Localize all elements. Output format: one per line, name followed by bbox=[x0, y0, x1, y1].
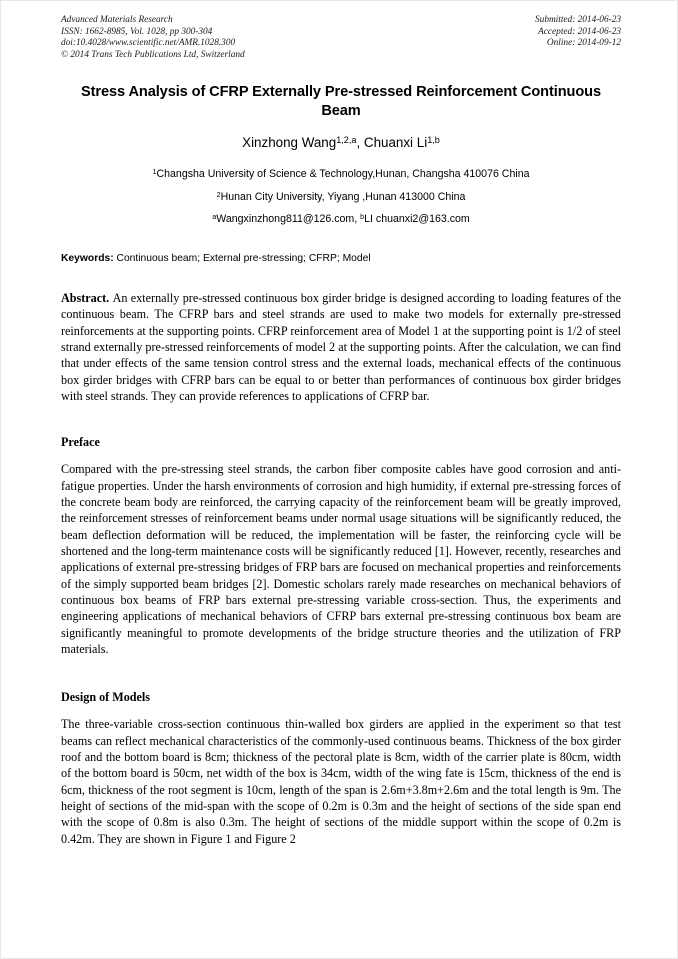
affiliation-2-text: Hunan City University, Yiyang ,Hunan 413000 China bbox=[220, 190, 466, 203]
section-heading-preface: Preface bbox=[61, 435, 100, 450]
section-body-preface: Compared with the pre-stressing steel strands, the carbon fiber composite cables have good corrosion and anti-fatigue properties. Under the harsh environments of corrosion and high humidity, if external pre-stressing forces of the concrete beam body are reinforced, the carrying capacity of the reinforcement beam will be greatly improved, the reinforcement stresses of reinforcement beams under normal usage situations will be significantly reduced, the beam deflection deformation will be reduced, the implementation will be faster, the reinforcing cycle will be shortened and the long-term maintenance costs will be significantly reduced [1]. However, recently, researches and applications of external pre-stressing bridges of FRP bars are focused on mechanical properties and reinforcements of the simply supported beam bridges [2]. Domestic scholars rarely made researches on mechanical behaviors of continuous box beams of FRP bars external pre-stressing variable cross-section. Thus, the experiments and engineering applications of mechanical behaviors of CFRP bars external pre-stressing continuous box beam are significantly meaningful to promote developments of the bridge structure theories and the utilization of FRP materials. bbox=[61, 462, 621, 657]
abstract-paragraph bbox=[61, 290, 621, 404]
accepted-date: Accepted: 2014-06-23 bbox=[538, 26, 621, 37]
keywords-line bbox=[61, 252, 621, 266]
affiliation-block bbox=[61, 163, 621, 231]
abstract-text: An externally pre-stressed continuous box girder bridge is designed according to loading features of the continuous beam. The CFRP bars and steel strands are used to make two models for externally pre-stressed reinforcements at the supporting points. CFRP reinforcement area of Model 1 at the supporting point is 1/2 of steel strand externally pre-stressed reinforcements of model 2 at the supporting points. After the calculation, we can find that under effects of the same tension control stress and the external loads, mechanical effects of the continuous box girder bridges with CFRP bars can be equal to or better than performances of continuous box girder bridges with steel strands. They can provide references to applications of CFRP bar. bbox=[61, 290, 621, 403]
affiliation-1-marker: 1 bbox=[152, 167, 157, 177]
affiliation-2 bbox=[61, 186, 621, 209]
author-1-affiliation-marker: 1,2,a bbox=[336, 135, 357, 146]
email-address-1: Wangxinzhong811@126.com, bbox=[216, 213, 361, 226]
affiliation-1-text: Changsha University of Science & Technology,Hunan, Changsha 410076 China bbox=[156, 168, 530, 181]
author-name-1: Xinzhong Wang bbox=[242, 135, 337, 151]
masthead-dates bbox=[535, 15, 621, 50]
issn-volume-pages: ISSN: 1662-8985, Vol. 1028, pp 300-304 bbox=[61, 26, 213, 37]
abstract-label: Abstract. bbox=[61, 290, 113, 305]
affiliation-2-marker: 2 bbox=[216, 189, 221, 199]
author-separator: , bbox=[356, 135, 364, 151]
doi-line: doi:10.4028/www.scientific.net/AMR.1028.300 bbox=[61, 38, 236, 49]
author-list bbox=[61, 134, 621, 151]
copyright-line: © 2014 Trans Tech Publications Ltd, Switzerland bbox=[61, 49, 245, 60]
author-name-2: Chuanxi Li bbox=[363, 135, 428, 151]
section-heading-design-of-models: Design of Models bbox=[61, 690, 151, 705]
author-emails bbox=[61, 208, 621, 231]
submitted-date: Submitted: 2014-06-23 bbox=[535, 15, 621, 25]
email-address-2: LI chuanxi2@163.com bbox=[364, 213, 470, 226]
affiliation-1 bbox=[61, 163, 621, 186]
masthead bbox=[61, 15, 621, 61]
email-2-marker: b bbox=[360, 212, 365, 222]
keywords-value: Continuous beam; External pre-stressing; CFRP; Model bbox=[116, 252, 371, 264]
paper-title: Stress Analysis of CFRP Externally Pre-stressed Reinforcement Continuous Beam bbox=[81, 84, 601, 120]
masthead-publication-info bbox=[61, 15, 245, 61]
page-content bbox=[61, 15, 621, 847]
author-2-affiliation-marker: 1,b bbox=[427, 135, 440, 146]
section-body-design-of-models: The three-variable cross-section continuous thin-walled box girders are applied in the experiment so that test beams can reflect mechanical characteristics of the commonly-used continuous beams. Thickness of the box girder roof and the bottom board is 8cm; thickness of the pectoral plate is 8cm, width of the carrier plate is 80cm, width of the bottom board is 50cm, net width of the box is 34cm, width of the wing fate is 15cm, thickness of the end is 6cm, thickness of the root segment is 10cm, length of the span is 2.6m+3.8m+2.6m and the total length is 9m. The height of sections of the mid-span with the scope of 0.2m is 0.3m and the height of sections of the side span end with the scope of 0.8m is also 0.3m. The height of sections of the middle support within the scope of 0.2m is 0.42m. They are shown in Figure 1 and Figure 2 bbox=[61, 717, 621, 846]
email-1-marker: a bbox=[212, 212, 217, 222]
journal-name: Advanced Materials Research bbox=[61, 15, 173, 25]
online-date: Online: 2014-09-12 bbox=[546, 38, 621, 49]
keywords-label: Keywords: bbox=[61, 252, 117, 264]
